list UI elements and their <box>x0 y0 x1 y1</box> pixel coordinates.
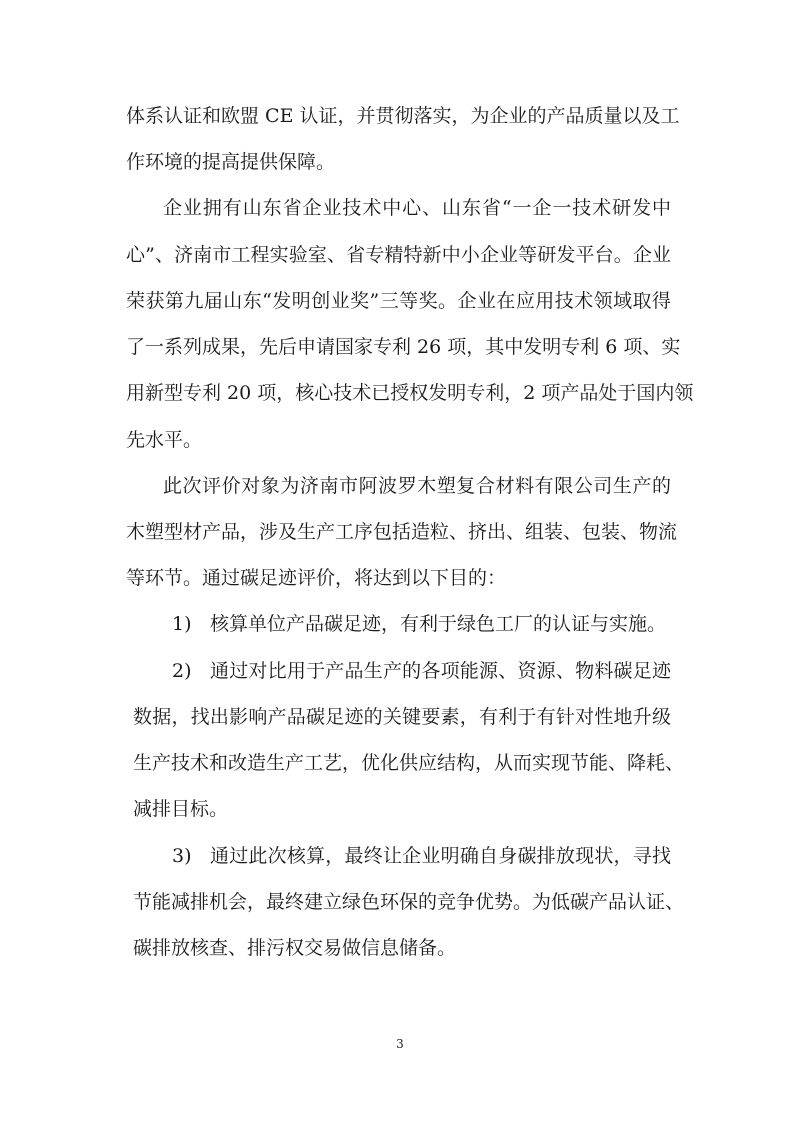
paragraph-2-line-3: 荣获第九届山东“发明创业奖”三等奖。企业在应用技术领域取得 <box>126 290 671 312</box>
list-item-3-line-1: 通过此次核算，最终让企业明确自身碳排放现状，寻找 <box>210 845 671 867</box>
list-item-2-line-3: 生产技术和改造生产工艺，优化供应结构，从而实现节能、降耗、 <box>133 752 685 774</box>
paragraph-2-line-5: 用新型专利 20 项，核心技术已授权发明专利，2 项产品处于国内领 <box>126 382 694 404</box>
paragraph-3-line-1: 此次评价对象为济南市阿波罗木塑复合材料有限公司生产的 <box>163 475 671 497</box>
page-number: 3 <box>396 1037 404 1051</box>
paragraph-1-line-2: 作环境的提高提供保障。 <box>126 151 336 173</box>
list-item-1-number: 1) <box>172 613 192 635</box>
paragraph-2-line-6: 先水平。 <box>126 429 203 451</box>
list-item-1-line-1: 核算单位产品碳足迹，有利于绿色工厂的认证与实施。 <box>210 613 667 635</box>
list-item-3-line-3: 碳排放核查、排污权交易做信息储备。 <box>133 937 457 959</box>
list-item-2-line-1: 通过对比用于产品生产的各项能源、资源、物料碳足迹 <box>210 660 671 682</box>
list-item-2-line-2: 数据，找出影响产品碳足迹的关键要素，有利于有针对性地升级 <box>133 706 671 728</box>
paragraph-2-line-2: 心”、济南市工程实验室、省专精特新中小企业等研发平台。企业 <box>126 244 671 266</box>
list-item-2-number: 2) <box>172 660 192 682</box>
paragraph-1-line-1: 体系认证和欧盟 CE 认证，并贯彻落实，为企业的产品质量以及工 <box>126 105 680 127</box>
paragraph-3-line-3: 等环节。通过碳足迹评价，将达到以下目的： <box>126 567 507 589</box>
list-item-3-number: 3) <box>172 845 192 867</box>
paragraph-3-line-2: 木塑型材产品，涉及生产工序包括造粒、挤出、组装、包装、物流 <box>126 521 678 543</box>
list-item-3-line-2: 节能减排机会，最终建立绿色环保的竞争优势。为低碳产品认证、 <box>133 891 685 913</box>
list-item-2-line-4: 减排目标。 <box>133 798 229 820</box>
paragraph-2-line-1: 企业拥有山东省企业技术中心、山东省“一企一技术研发中 <box>163 197 671 219</box>
paragraph-2-line-4: 了一系列成果，先后申请国家专利 26 项，其中发明专利 6 项、实 <box>126 336 681 358</box>
